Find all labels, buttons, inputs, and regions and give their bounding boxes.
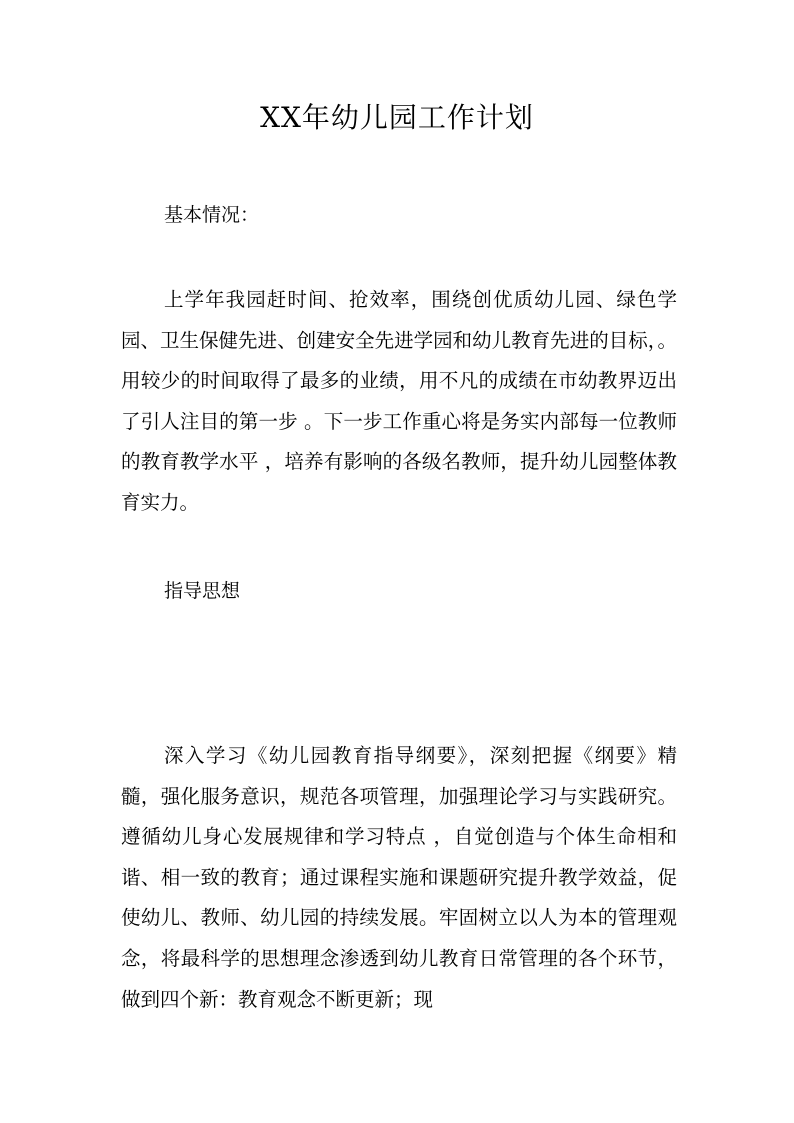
section-paragraph-basic-situation: 上学年我园赶时间、抢效率，围绕创优质幼儿园、绿色学园、卫生保健先进、创建安全先进学园和幼儿教育先进的目标，。用较少的时间取得了最多的业绩，用不凡的成绩在市幼教界迈出了引人注目的第一步 。下一步工作重心将是务实内部每一位教师的教育教学水平 ，培养有影响的各级名教师，提升幼儿园整体教育实力。 [121,288,677,514]
section-heading-basic-situation: 基本情况： [164,204,260,226]
document-title: XX年幼儿园工作计划 [260,101,534,134]
section-paragraph-guiding-ideology: 深入学习《幼儿园教育指导纲要》，深刻把握《纲要》精髓，强化服务意识，规范各项管理，加强理论学习与实践研究。遵循幼儿身心发展规律和学习特点 ，自觉创造与个体生命相和谐、相一致的教育；通过课程实施和课题研究提升教学效益，促使幼儿、教师、幼儿园的持续发展。牢固树立以人为本的管理观念，将最科学的思想理念渗透到幼儿教育日常管理的各个环节， 做到四个新：教育观念不断更新；现 [121,744,677,1011]
section-heading-guiding-ideology: 指导思想 [164,580,241,602]
